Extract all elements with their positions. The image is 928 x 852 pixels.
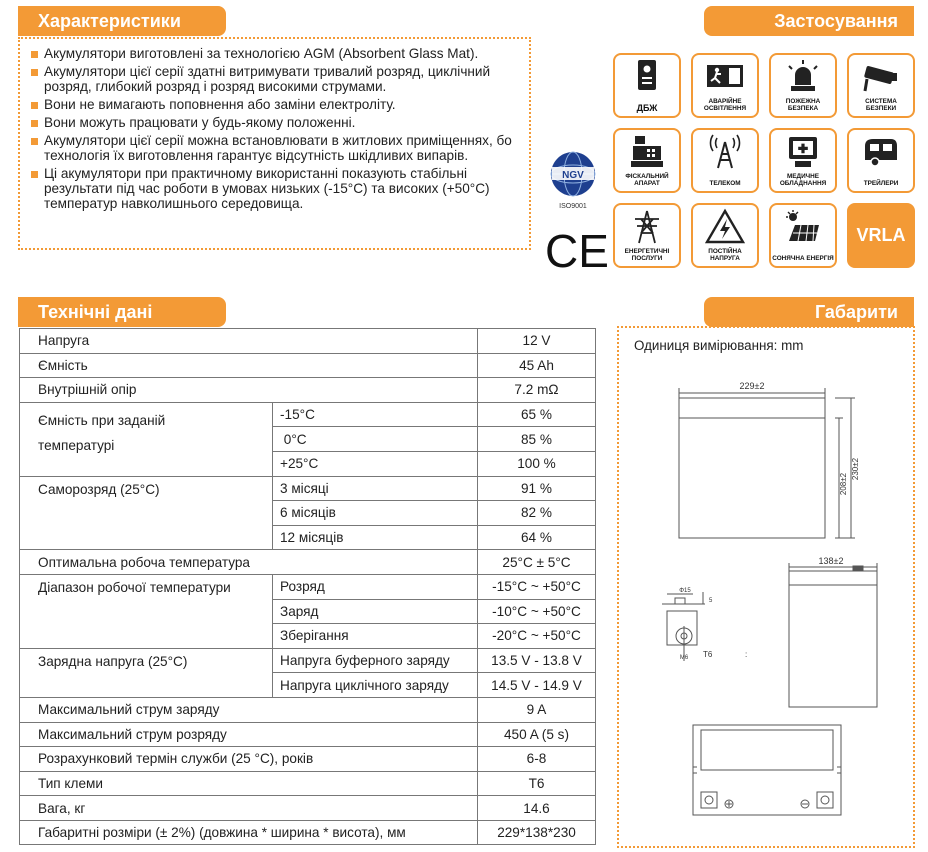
row-condition: Розряд: [273, 574, 478, 599]
medical-monitor-icon: [783, 134, 823, 170]
terminal-bolt: M6: [679, 655, 689, 661]
row-label: Оптимальна робоча температура: [20, 550, 478, 575]
lightning-icon: [705, 209, 745, 245]
row-value: 25°C ± 5°C: [478, 550, 596, 575]
feature-item: Ці акумулятори при практичному використанні показують стабільні результати під час роботи в умовах низьких (-15°C) та високих (+50°C) температур навколишнього середовища.: [30, 166, 530, 211]
height-dim-1: 208±2: [839, 472, 848, 496]
app-label: СОНЯЧНА ЕНЕРГІЯ: [772, 255, 834, 262]
row-value: 100 %: [478, 451, 596, 476]
app-tile-solar: [769, 203, 837, 268]
row-condition: Заряд: [273, 599, 478, 624]
row-label: Саморозряд (25°C): [20, 476, 273, 550]
table-row: [20, 747, 596, 772]
row-value: 13.5 V - 13.8 V: [478, 648, 596, 673]
ngv-text: NGV: [562, 170, 584, 181]
row-label-line: Ємність при заданій: [38, 412, 166, 428]
feature-item: Акумулятори виготовлені за технологією AGM (Absorbent Glass Mat).: [30, 46, 530, 61]
row-condition: Напруга буферного заряду: [273, 648, 478, 673]
front-view-drawing: [679, 388, 855, 538]
row-value: 12 V: [478, 329, 596, 354]
table-row: [20, 476, 596, 501]
row-label: Максимальний струм заряду: [20, 697, 478, 722]
row-condition: 3 місяці: [273, 476, 478, 501]
alarm-beacon-icon: [783, 59, 823, 95]
row-value: 14.5 V - 14.9 V: [478, 673, 596, 698]
row-label: Діапазон робочої температури: [20, 574, 273, 648]
table-row: [20, 402, 596, 427]
app-label: ЕНЕРГЕТИЧНІ ПОСЛУГИ: [624, 248, 670, 262]
cash-register-icon: [627, 134, 667, 170]
length-dim: 229±2: [739, 381, 765, 391]
tech-table: [19, 328, 596, 845]
row-value: 7.2 mΩ: [478, 378, 596, 403]
iso-text: ISO9001: [559, 203, 587, 210]
row-value: 14.6: [478, 796, 596, 821]
row-label: [20, 402, 273, 476]
row-label: Внутрішній опір: [20, 378, 478, 403]
terminal-height: 5: [709, 598, 713, 604]
row-label: Ємність: [20, 353, 478, 378]
terminal-detail-drawing: [662, 592, 705, 661]
app-label: СИСТЕМА БЕЗПЕКИ: [865, 98, 897, 112]
row-condition: 12 місяців: [273, 525, 478, 550]
tech-header: Технічні дані: [18, 297, 226, 327]
table-row: [20, 796, 596, 821]
power-pylon-icon: [627, 209, 667, 245]
row-value: 9 A: [478, 697, 596, 722]
app-tile-fire-safety: [769, 53, 837, 118]
row-label-line: температурі: [38, 437, 115, 453]
terminal-type: T6: [703, 650, 713, 659]
feature-item: Акумулятори цієї серії можна встановлювати в житлових приміщеннях, бо технологія їх виготовлення гарантує відсутність шкідливих випарів.: [30, 133, 530, 163]
app-label: ДБЖ: [636, 103, 658, 113]
app-tile-trailers: [847, 128, 915, 193]
features-header: Характеристики: [18, 6, 226, 36]
row-condition: -15°C: [273, 402, 478, 427]
table-row: [20, 722, 596, 747]
applications-header: Застосування: [704, 6, 914, 36]
row-value: T6: [478, 771, 596, 796]
row-label: Тип клеми: [20, 771, 478, 796]
dimension-drawings: [617, 326, 915, 850]
terminal-colon: :: [745, 650, 748, 659]
trailer-icon: [861, 134, 901, 170]
row-condition: Зберігання: [273, 624, 478, 649]
app-tile-emergency-light: [691, 53, 759, 118]
app-label: ТЕЛЕКОМ: [709, 180, 741, 187]
height-dim-2: 230±2: [851, 457, 860, 481]
row-value: 45 Ah: [478, 353, 596, 378]
emergency-exit-icon: [705, 59, 745, 95]
row-value: -20°C ~ +50°C: [478, 624, 596, 649]
svg-text:CE: CE: [545, 225, 609, 277]
row-value: 64 %: [478, 525, 596, 550]
top-view-drawing: [693, 725, 841, 815]
row-value: 6-8: [478, 747, 596, 772]
cctv-camera-icon: [861, 59, 901, 95]
row-value: 82 %: [478, 501, 596, 526]
table-row: [20, 550, 596, 575]
row-value: 65 %: [478, 402, 596, 427]
row-label: Напруга: [20, 329, 478, 354]
row-condition: +25°C: [273, 451, 478, 476]
app-tile-dc-voltage: [691, 203, 759, 268]
row-value: 450 A (5 s): [478, 722, 596, 747]
features-list: [30, 46, 530, 214]
row-condition: 0°C: [273, 427, 478, 452]
table-row: [20, 353, 596, 378]
app-label: МЕДИЧНЕ ОБЛАДНАННЯ: [779, 173, 827, 187]
row-label: Максимальний струм розряду: [20, 722, 478, 747]
row-label: Розрахунковий термін служби (25 °C), років: [20, 747, 478, 772]
table-row: [20, 771, 596, 796]
width-dim: 138±2: [818, 556, 844, 566]
ce-mark: [545, 225, 609, 277]
row-condition: 6 місяців: [273, 501, 478, 526]
app-tile-vrla: [847, 203, 915, 268]
app-label: АВАРІЙНЕ ОСВІТЛЕННЯ: [703, 98, 747, 112]
table-row: [20, 820, 596, 845]
row-value: 229*138*230: [478, 820, 596, 845]
row-value: 91 %: [478, 476, 596, 501]
app-tile-fiscal: [613, 128, 681, 193]
ngv-globe-logo: [543, 147, 603, 213]
side-view-drawing: [789, 563, 877, 707]
unit-label: Одиниця вимірювання: mm: [634, 338, 804, 353]
app-tile-telecom: [691, 128, 759, 193]
row-value: 85 %: [478, 427, 596, 452]
solar-panel-icon: [783, 209, 823, 245]
table-row: [20, 697, 596, 722]
ups-icon: [627, 59, 667, 95]
feature-item: Акумулятори цієї серії здатні витримувати тривалий розряд, циклічний розряд, глибокий розряд і розряд високими струмами.: [30, 64, 530, 94]
terminal-diameter: Φ15: [679, 588, 691, 594]
row-condition: Напруга циклічного заряду: [273, 673, 478, 698]
row-value: -15°C ~ +50°C: [478, 574, 596, 599]
app-label: ТРЕЙЛЕРИ: [863, 180, 899, 187]
table-row: [20, 329, 596, 354]
telecom-tower-icon: [705, 134, 745, 170]
row-label: Габаритні розміри (± 2%) (довжина * ширина * висота), мм: [20, 820, 478, 845]
app-tile-ups: [613, 53, 681, 118]
app-label: ФІСКАЛЬНИЙ АПАРАТ: [625, 173, 669, 187]
table-row: [20, 574, 596, 599]
feature-item: Вони не вимагають поповнення або заміни електроліту.: [30, 97, 530, 112]
row-label: Вага, кг: [20, 796, 478, 821]
app-label: ПОЖЕЖНА БЕЗПЕКА: [785, 98, 821, 112]
app-tile-security: [847, 53, 915, 118]
table-row: [20, 648, 596, 673]
app-tile-medical: [769, 128, 837, 193]
app-label: ПОСТІЙНА НАПРУГА: [708, 248, 742, 262]
feature-item: Вони можуть працювати у будь-якому положенні.: [30, 115, 530, 130]
row-value: -10°C ~ +50°C: [478, 599, 596, 624]
table-row: [20, 378, 596, 403]
dimensions-header: Габарити: [704, 297, 914, 327]
row-label: Зарядна напруга (25°C): [20, 648, 273, 697]
app-tile-energy: [613, 203, 681, 268]
vrla-label: VRLA: [856, 225, 906, 245]
